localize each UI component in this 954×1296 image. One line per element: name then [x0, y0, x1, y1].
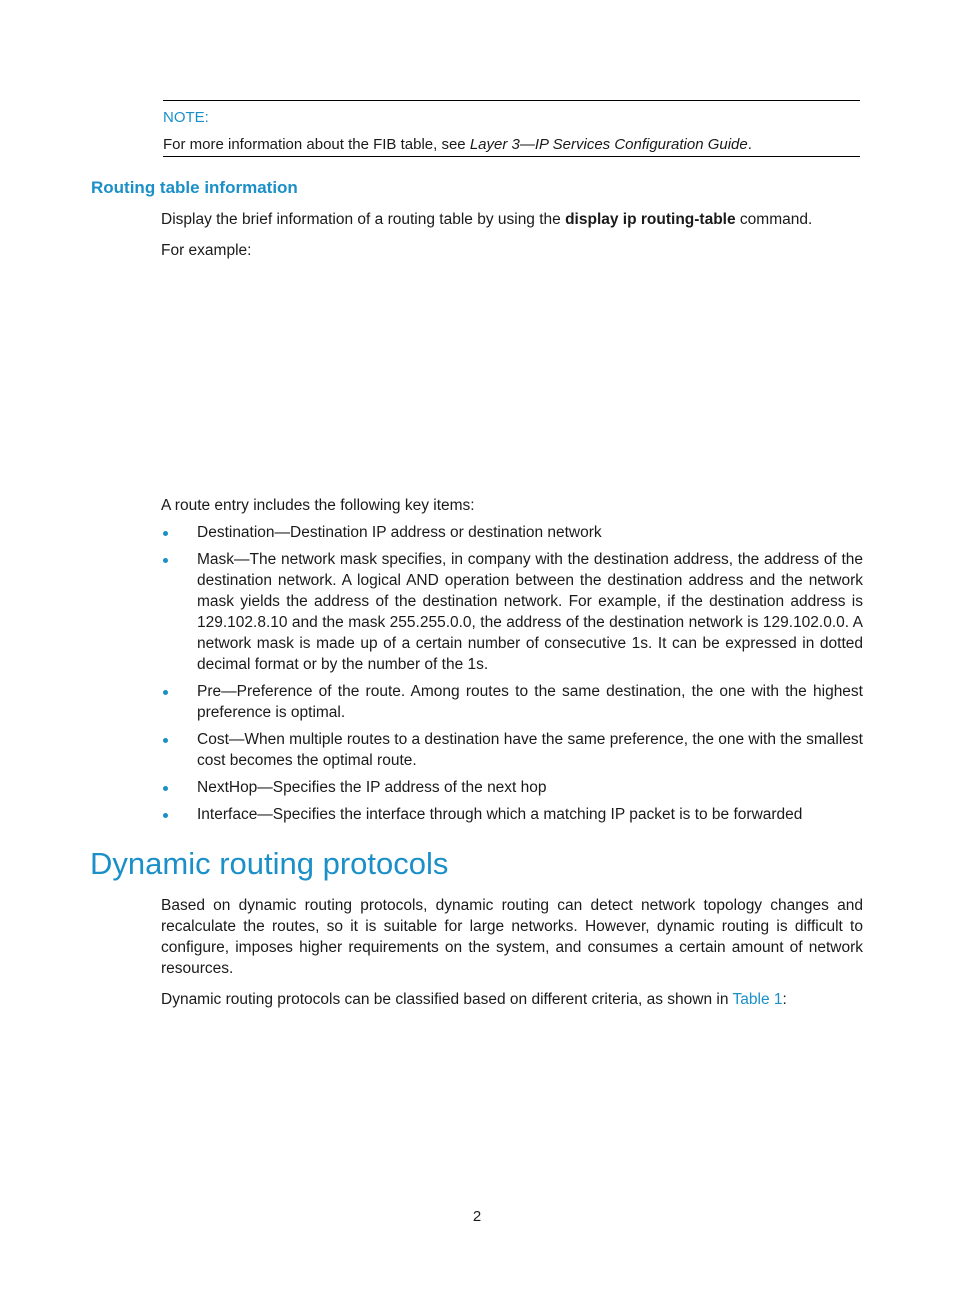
- list-item: Pre—Preference of the route. Among routes to the same destination, the one with the highest preference is optimal.: [161, 681, 863, 723]
- note-label: NOTE:: [163, 109, 209, 126]
- table-1-link[interactable]: Table 1: [732, 991, 783, 1008]
- dynamic-paragraph-2: Dynamic routing protocols can be classified based on different criteria, as shown in Table 1:: [161, 991, 787, 1008]
- note-text: For more information about the FIB table, see Layer 3—IP Services Configuration Guide.: [163, 136, 752, 153]
- bullet-icon: [163, 558, 168, 563]
- bullet-icon: [163, 786, 168, 791]
- for-example: For example:: [161, 242, 252, 259]
- bullet-icon: [163, 813, 168, 818]
- bullet-icon: [163, 531, 168, 536]
- list-item: NextHop—Specifies the IP address of the next hop: [161, 777, 863, 798]
- page-number: 2: [472, 1208, 482, 1225]
- section-heading-dynamic-routing: Dynamic routing protocols: [90, 846, 449, 881]
- bullet-icon: [163, 690, 168, 695]
- section-heading-routing-table: Routing table information: [91, 178, 298, 197]
- list-item: Mask—The network mask specifies, in company with the destination address, the address of the destination network. A logical AND operation between the destination address and the network mask yields the address of the destination network. For example, if the destination address is 129.102.8.10 and the mask 255.255.0.0, the address of the destination network is 129.102.0.0. A network mask is made up of a certain number of consecutive 1s. It can be expressed in dotted decimal format or by the number of the 1s.: [161, 549, 863, 675]
- list-item: Cost—When multiple routes to a destination have the same preference, the one with the smallest cost becomes the optimal route.: [161, 729, 863, 771]
- command-name: display ip routing-table: [565, 211, 736, 228]
- dynamic-paragraph-1: Based on dynamic routing protocols, dynamic routing can detect network topology changes and recalculate the routes, so it is suitable for large networks. However, dynamic routing is difficult to configure, imposes higher requirements on the system, and consumes a certain amount of network resources.: [161, 897, 863, 977]
- intro-paragraph: Display the brief information of a routing table by using the display ip routing-table command.: [161, 211, 813, 228]
- list-item: Interface—Specifies the interface through which a matching IP packet is to be forwarded: [161, 804, 863, 825]
- note-bottom-rule: [163, 156, 860, 157]
- key-items-intro: A route entry includes the following key items:: [161, 497, 475, 514]
- key-items-list: [161, 522, 863, 831]
- list-item: Destination—Destination IP address or destination network: [161, 522, 863, 543]
- note-top-rule: [163, 100, 860, 101]
- bullet-icon: [163, 738, 168, 743]
- guide-title: Layer 3—IP Services Configuration Guide: [469, 136, 748, 153]
